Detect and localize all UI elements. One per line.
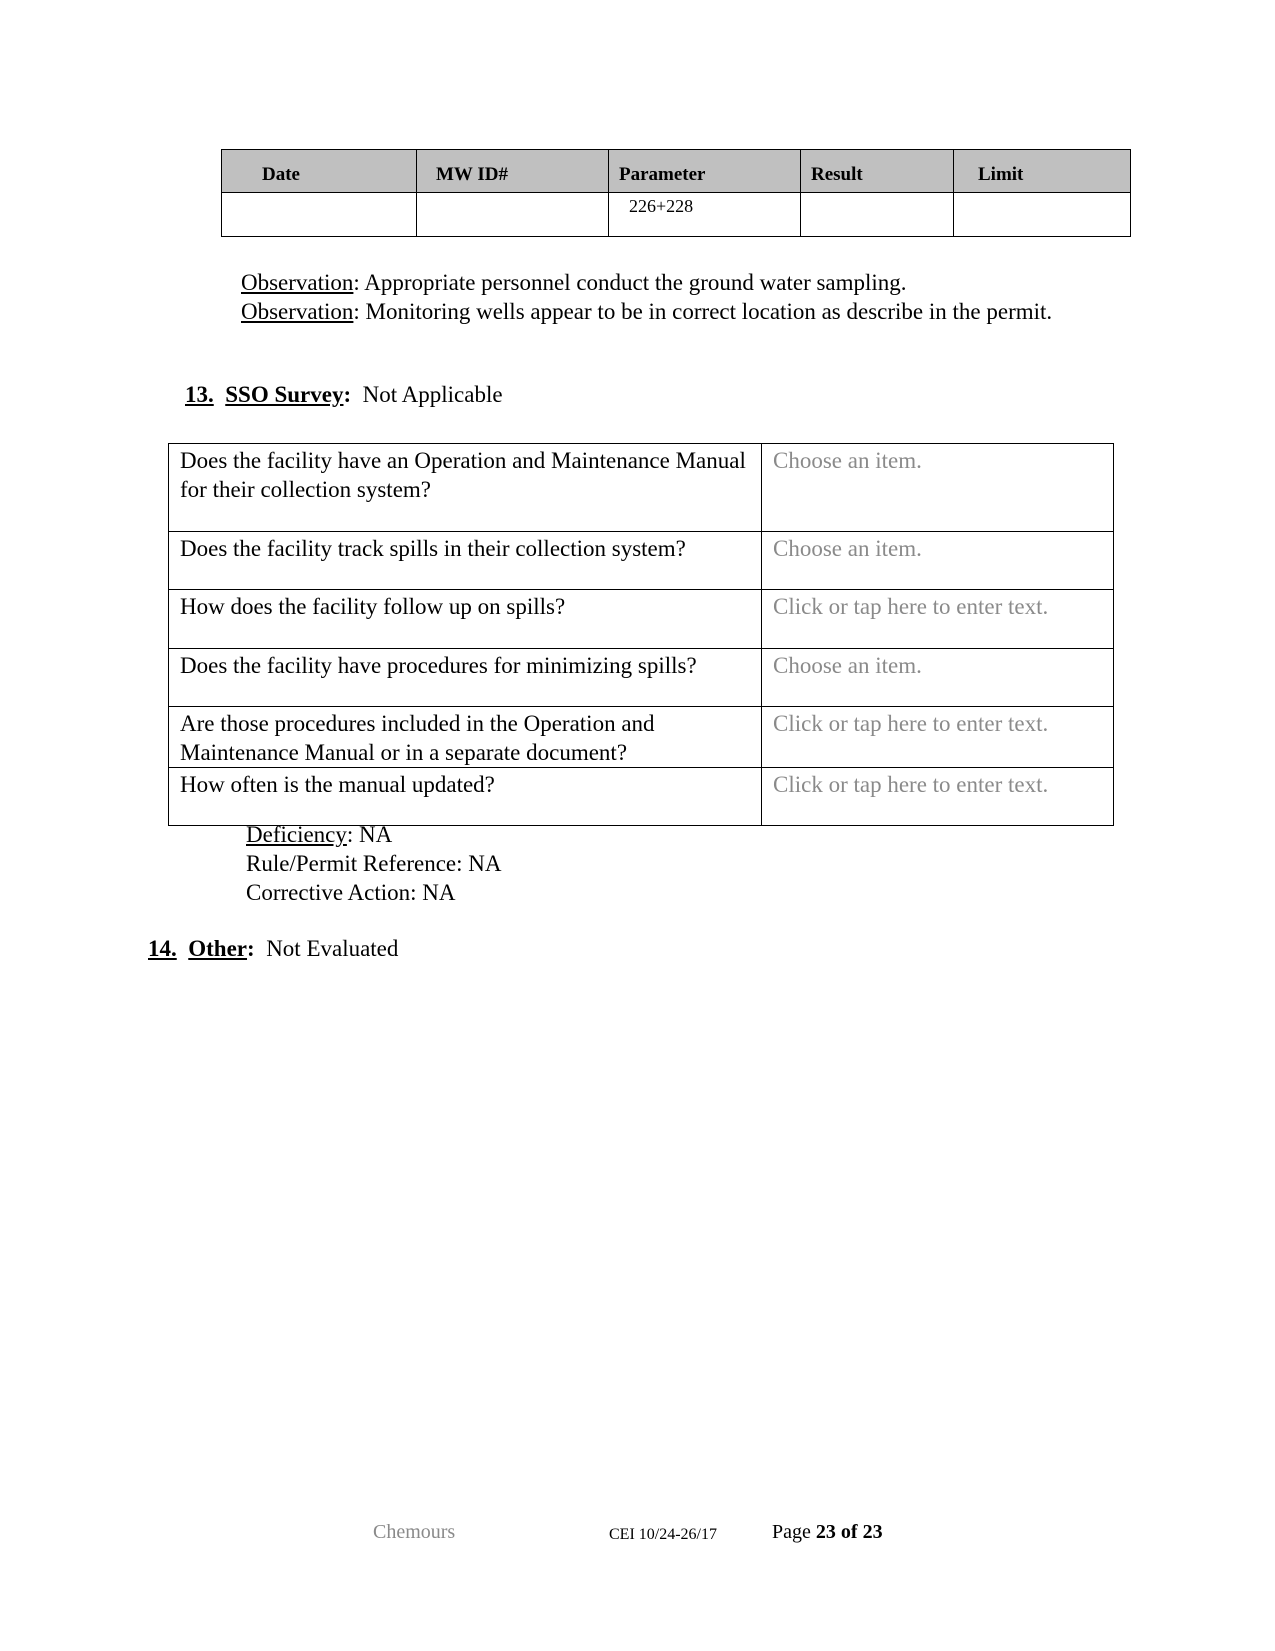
page-prefix: Page [772,1521,816,1543]
answer-text-field[interactable]: Click or tap here to enter text. [762,590,1114,649]
observation-2 [241,297,1081,326]
monitoring-well-table [221,149,1131,237]
answer-text-field[interactable]: Click or tap here to enter text. [762,768,1114,826]
table-row [169,707,1114,768]
footer-company: Chemours [373,1521,456,1543]
question-cell: Does the facility have procedures for minimizing spills? [169,649,762,707]
cell-parameter: 226+228 [609,193,801,237]
table-row [169,590,1114,649]
footer-inspection-date: CEI 10/24-26/17 [609,1526,717,1543]
question-cell: How often is the manual updated? [169,768,762,826]
corrective-action: Corrective Action: NA [246,880,456,905]
section-number: 14. [148,936,177,961]
deficiency-value: : NA [346,822,393,847]
observation-text: : Appropriate personnel conduct the ground water sampling. [353,270,907,295]
question-cell: Are those procedures included in the Operation and Maintenance Manual or in a separate document? [169,707,762,768]
section-status: Not Applicable [362,382,503,407]
question-cell: Does the facility have an Operation and Maintenance Manual for their collection system? [169,444,762,532]
deficiency-block [246,820,501,907]
cell-mw-id [417,193,609,237]
header-date: Date [222,150,417,193]
answer-dropdown[interactable]: Choose an item. [762,444,1114,532]
sso-survey-table [168,443,1114,826]
page-total: 23 [862,1521,883,1543]
header-parameter: Parameter [609,150,801,193]
answer-dropdown[interactable]: Choose an item. [762,532,1114,590]
table-row [169,532,1114,590]
deficiency-line [246,820,501,849]
section-13-heading [185,382,503,408]
table-row [169,768,1114,826]
table-row [222,193,1131,237]
header-result: Result [801,150,954,193]
section-14-heading [148,936,398,962]
page-current: 23 [815,1521,836,1543]
answer-text-field[interactable]: Click or tap here to enter text. [762,707,1114,768]
header-limit: Limit [954,150,1131,193]
section-number: 13. [185,382,214,407]
deficiency-label: Deficiency [246,822,347,847]
section-status: Not Evaluated [266,936,399,961]
section-colon: : [343,382,352,407]
section-title: Other [188,936,248,961]
table-header-row [222,150,1131,193]
cell-date [222,193,417,237]
footer-page-number [772,1521,883,1544]
section-title: SSO Survey [225,382,344,407]
observation-text: : Monitoring wells appear to be in correct location as describe in the permit. [353,299,1053,324]
cell-limit [954,193,1131,237]
observation-1 [241,268,1081,297]
question-cell: How does the facility follow up on spills? [169,590,762,649]
table-row [169,649,1114,707]
observation-label: Observation [241,270,354,295]
question-cell: Does the facility track spills in their collection system? [169,532,762,590]
answer-dropdown[interactable]: Choose an item. [762,649,1114,707]
table-row [169,444,1114,532]
section-colon: : [247,936,255,961]
header-mw-id: MW ID# [417,150,609,193]
cell-result [801,193,954,237]
page-of: of [835,1521,863,1543]
rule-permit-reference: Rule/Permit Reference: NA [246,851,502,876]
observation-label: Observation [241,299,354,324]
